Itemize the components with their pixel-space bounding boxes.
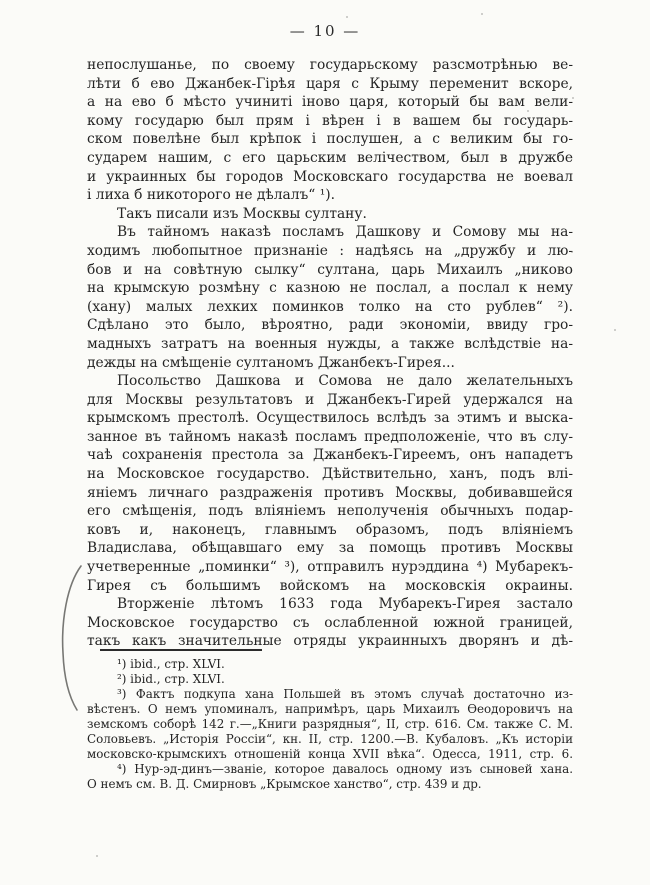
text-line: ском повелѣне был крѣпок і послушен, а с великим бы го- [87, 131, 573, 148]
margin-brace-annotation [58, 563, 84, 713]
text-line: Вторженіе лѣтомъ 1633 года Мубарекъ-Гирея застало [117, 596, 573, 613]
text-line: (хану) малых лехких поминков толко на сто рублев“ ²). [87, 298, 573, 315]
text-line: ¹) ibid., стр. XLVI. [117, 657, 225, 671]
text-line: Соловьевъ. „Исторія Россіи“, кн. II, стр. 1200.—В. Кубаловъ. „Къ исторіи [87, 732, 573, 746]
text-line: сударем нашим, с его царьским велічеством, был в дружбе [87, 149, 573, 166]
text-line: бов и на совѣтную сылку“ султана, царь Михаилъ „никово [87, 261, 573, 278]
text-line: крымскомъ престолѣ. Осуществилось вслѣдъ за этимъ и выска- [87, 410, 573, 427]
text-line: мадныхъ затратъ на военныя нужды, а также вслѣдствіе на- [87, 335, 573, 352]
text-line: ковъ и, наконецъ, главнымъ образомъ, подъ вліяніемъ [87, 521, 573, 538]
paragraph [87, 672, 573, 687]
scan-speck [571, 251, 573, 253]
text-line: лѣти б ево Джанбек-Гірѣя царя с Крыму переменит вскоре, [87, 75, 573, 92]
footnotes [87, 657, 573, 792]
text-line: Въ тайномъ наказѣ посламъ Дашкову и Сомову мы на- [117, 224, 573, 241]
text-line: Гирея съ большимъ войскомъ на московскія окраины. [87, 577, 573, 594]
text-line: на Московское государство. Дѣйствительно, ханъ, подъ влі- [87, 466, 573, 483]
text-line: Владислава, обѣщавшаго ему за помощь противъ Москвы [87, 540, 573, 557]
paragraph [87, 56, 573, 205]
page-number: — 10 — [289, 22, 361, 40]
text-line: Московское государство съ ослабленной южной границей, [87, 614, 573, 631]
text-line: непослушанье, по своему государьскому разсмотрѣнью ве- [87, 57, 573, 73]
text-line: а на ево б мѣсто учиниті іново царя, который бы вам вели- [87, 94, 573, 111]
text-line: ходимъ любопытное признаніе : надѣясь на „дружбу и лю- [87, 242, 573, 259]
text-line: его смѣщенія, подъ вліяніемъ неполученія обычныхъ подар- [87, 503, 573, 520]
paragraph [87, 762, 573, 792]
text-line: для Москвы результатовъ и Джанбекъ-Гирей удержался на [87, 391, 573, 408]
text-line: чаѣ сохраненія престола за Джанбекъ-Гиреемъ, онъ нападетъ [87, 447, 573, 464]
main-text [87, 56, 573, 651]
scan-speck [481, 13, 483, 15]
scan-speck [572, 97, 574, 99]
text-line: и украинных бы городов Московскаго государства не воевал [87, 168, 573, 185]
text-line: московско-крымскихъ отношеній конца XVII вѣка“. Одесса, 1911, стр. 6. [87, 747, 573, 761]
paragraph [87, 687, 573, 762]
paragraph [87, 223, 573, 372]
text-line: ³) Фактъ подкупа хана Польшей въ этомъ случаѣ достаточно из- [117, 687, 573, 701]
text-line: на крымскую розмѣну с казною не послал, а послал к нему [87, 280, 573, 297]
text-line: кому государю был прям і вѣрен і в вашем бы государь- [87, 112, 573, 129]
text-line: О немъ см. В. Д. Смирновъ „Крымское ханство“, стр. 439 и др. [87, 777, 482, 791]
text-line: учетверенные „поминки“ ³), отправилъ нурэддина ⁴) Мубарекъ- [87, 559, 573, 576]
paragraph [87, 595, 573, 651]
text-line: земскомъ соборѣ 142 г.—„Книги разрядныя“, II, стр. 616. См. также С. М. [87, 717, 573, 731]
text-line: ⁴) Нур-эд-динъ—званіе, которое давалось одному изъ сыновей хана. [117, 762, 573, 776]
scan-speck [346, 16, 348, 18]
text-line: вѣстенъ. О немъ упоминалъ, напримѣръ, царь Михаилъ Ѳеодоровичъ на [87, 702, 573, 716]
text-line: і лиха б никоторого не дѣлалъ“ ¹). [87, 187, 335, 204]
text-line: такъ какъ значительные отряды украинныхъ дворянъ и дѣ- [87, 633, 573, 650]
scan-speck [527, 110, 529, 112]
text-line: Сдѣлано это было, вѣроятно, ради экономіи, ввиду гро- [87, 317, 573, 334]
scan-speck [96, 855, 98, 857]
text-line: дежды на смѣщеніе султаномъ Джанбекъ-Гирея... [87, 354, 455, 371]
text-line: яніемъ личнаго раздраженія противъ Москвы, добивавшейся [87, 484, 573, 501]
scan-speck [614, 329, 616, 331]
footnote-separator-rule [100, 649, 262, 651]
text-line: Такъ писали изъ Москвы султану. [117, 205, 367, 222]
paragraph [87, 657, 573, 672]
text-line: ²) ibid., стр. XLVI. [117, 672, 225, 686]
paragraph [87, 205, 573, 224]
text-line: Посольство Дашкова и Сомова не дало желательныхъ [117, 373, 573, 390]
paragraph [87, 372, 573, 595]
text-line: занное въ тайномъ наказѣ посламъ предположеніе, что въ слу- [87, 428, 573, 445]
